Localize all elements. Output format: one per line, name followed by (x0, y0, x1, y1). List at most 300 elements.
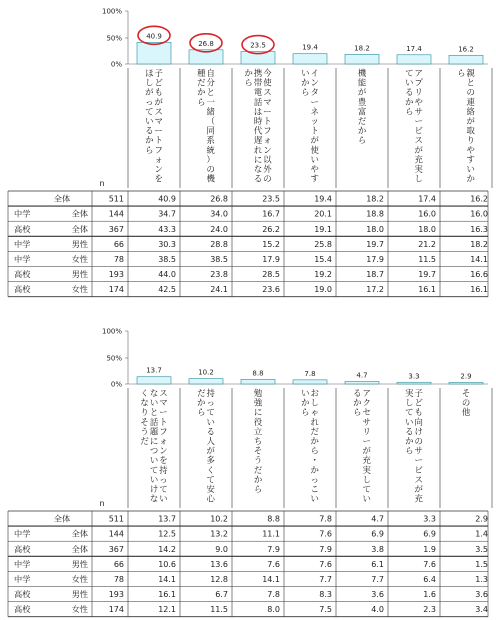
row-n: 367 (108, 224, 124, 234)
category-char: 人 (206, 436, 215, 446)
category-char: 他 (461, 407, 471, 418)
table-cell: 6.9 (423, 529, 436, 539)
bar (345, 382, 379, 384)
category-char: 実 (362, 464, 371, 475)
row-sub-label: 全体 (71, 208, 88, 219)
category-char: 充 (414, 493, 423, 504)
category-char: い (466, 164, 475, 174)
category-char: 機 (357, 68, 367, 78)
category-char: 自 (206, 68, 215, 78)
row-sub-label: 男性 (71, 238, 88, 249)
category-char: て (206, 474, 215, 485)
category-char: マ (154, 116, 163, 126)
n-header: n (99, 499, 105, 508)
category-label (457, 68, 475, 184)
category-char: い (310, 154, 319, 165)
category-char: い (405, 416, 414, 427)
table-cell: 1.4 (475, 529, 488, 539)
category-char: だ (197, 77, 206, 88)
table-cell: 11.5 (418, 254, 436, 264)
table-cell: 4.7 (371, 514, 384, 524)
table-cell: 7.6 (319, 559, 332, 569)
category-char: り (466, 135, 475, 146)
table-cell: 10.2 (210, 514, 228, 524)
category-char: サ (362, 416, 371, 427)
category-char: だ (140, 436, 149, 446)
category-char: に (253, 154, 263, 165)
table-cell: 6.1 (371, 559, 384, 569)
category-char: け (414, 426, 423, 437)
category-char: な (149, 388, 159, 398)
table-cell: 10.6 (158, 559, 176, 569)
y-tick-label: 50% (106, 34, 122, 43)
category-char: 勉 (253, 388, 263, 398)
category-char: だ (197, 388, 206, 398)
table-cell: 7.6 (319, 529, 332, 539)
category-char: し (414, 173, 423, 184)
category-char: ち (253, 436, 263, 446)
data-label: 40.9 (146, 32, 162, 41)
category-char: が (357, 87, 367, 98)
table-cell: 16.3 (470, 224, 488, 234)
table-cell: 14.1 (262, 574, 280, 584)
row-n: 174 (108, 285, 124, 295)
category-char: と (466, 77, 475, 88)
category-char: が (466, 116, 475, 126)
row-group-label: 中学 (14, 238, 31, 249)
category-char: か (405, 436, 414, 446)
category-char: ほ (145, 68, 154, 78)
bar (397, 55, 431, 64)
category-char: が (154, 96, 163, 107)
category-char: 豊 (357, 96, 367, 107)
row-group-label: 高校 (14, 543, 31, 554)
category-char: す (310, 173, 319, 184)
category-char: 代 (253, 125, 263, 136)
category-char: ら (197, 407, 206, 418)
category-char: て (145, 106, 154, 117)
table-cell: 3.3 (423, 514, 436, 524)
category-char: か (310, 464, 319, 475)
category-char: ビ (414, 125, 423, 136)
category-char: ゃ (310, 407, 319, 418)
row-sub-label: 女性 (71, 284, 88, 295)
category-char: ら (301, 87, 310, 98)
category-char: い (149, 474, 159, 485)
category-char: ス (414, 135, 423, 146)
category-char: そ (253, 445, 263, 456)
category-char: て (405, 407, 414, 418)
table-cell: 18.7 (366, 270, 384, 280)
table-cell: 14.1 (158, 574, 176, 584)
bar (241, 379, 275, 384)
category-char: 外 (263, 164, 272, 174)
table-cell: 25.8 (314, 239, 332, 249)
category-char: か (197, 87, 206, 98)
table-cell: 8.3 (319, 590, 332, 600)
category-char: 持 (159, 464, 168, 475)
category-char: る (405, 426, 414, 437)
category-char: い (405, 77, 414, 88)
category-char: が (206, 445, 215, 456)
row-n: 511 (108, 194, 124, 204)
category-label (462, 388, 471, 417)
category-char: ビ (414, 464, 423, 475)
category-char: マ (263, 96, 272, 107)
row-sub-label: 全体 (71, 528, 88, 539)
table-cell: 24.0 (210, 224, 228, 234)
table-cell: 1.9 (423, 544, 436, 554)
category-char: 連 (466, 96, 475, 107)
category-char: か (353, 397, 362, 408)
category-char: セ (362, 407, 371, 418)
table-cell: 11.1 (262, 529, 280, 539)
category-label (140, 388, 168, 504)
category-char: か (301, 77, 310, 88)
table-cell: 44.0 (158, 270, 176, 280)
category-char: ー (362, 436, 371, 446)
category-char: 機 (206, 173, 215, 184)
table-cell: 13.2 (210, 529, 228, 539)
category-char: 題 (149, 426, 159, 437)
category-char: る (253, 173, 263, 184)
row-group-label: 中学 (14, 573, 31, 584)
category-char: 使 (263, 77, 272, 88)
category-label (358, 68, 367, 145)
category-char: 同 (206, 125, 215, 136)
category-char: う (253, 455, 263, 466)
table-cell: 8.8 (267, 514, 280, 524)
category-char: に (149, 436, 159, 446)
category-char: の (461, 397, 471, 408)
category-char: か (405, 96, 414, 107)
category-char: ら (253, 484, 263, 494)
row-group-label: 高校 (14, 589, 31, 600)
row-sub-label: 女性 (71, 253, 88, 264)
category-char: と (206, 87, 215, 98)
category-char: や (466, 144, 475, 155)
category-char: し (145, 77, 154, 88)
table-cell: 19.7 (366, 239, 384, 249)
table-cell: 1.5 (475, 559, 488, 569)
category-char: ッ (310, 116, 319, 126)
category-char: い (206, 416, 215, 427)
table-cell: 4.0 (371, 605, 384, 615)
category-char: て (159, 484, 168, 494)
category-char: ・ (310, 455, 319, 466)
category-char: イ (310, 68, 319, 78)
category-char: ら (197, 96, 206, 107)
category-char: ネ (310, 106, 319, 117)
category-char: れ (253, 144, 263, 155)
category-char: く (140, 388, 149, 398)
category-char: だ (357, 116, 367, 126)
category-char: っ (310, 474, 319, 485)
category-char: ら (357, 135, 367, 146)
row-n: 193 (108, 590, 124, 600)
bar (189, 379, 223, 384)
category-char: れ (310, 416, 319, 427)
data-label: 17.4 (406, 44, 422, 53)
category-char: 立 (253, 426, 263, 437)
category-char: 向 (414, 416, 423, 427)
data-label: 10.2 (198, 368, 214, 377)
bar (449, 382, 483, 384)
bar (293, 380, 327, 384)
row-group-label: 中学 (14, 208, 31, 219)
table-cell: 7.6 (267, 559, 280, 569)
data-label: 19.4 (302, 43, 318, 52)
category-char: 緒 (206, 106, 215, 117)
row-group-label: 高校 (14, 223, 31, 234)
row-sub-label: 男性 (71, 269, 88, 280)
data-label: 4.7 (356, 371, 368, 380)
table-cell: 42.5 (158, 285, 176, 295)
table-cell: 30.3 (158, 239, 176, 249)
category-char: ン (263, 144, 272, 155)
row-sub-label: 男性 (71, 558, 88, 569)
category-label (197, 388, 215, 504)
table-cell: 16.1 (470, 285, 488, 295)
category-char: ス (154, 106, 163, 117)
table-cell: 28.8 (210, 239, 228, 249)
table-cell: 7.6 (423, 559, 436, 569)
row-n: 66 (113, 239, 124, 249)
category-label (244, 68, 272, 184)
category-char: ト (159, 416, 168, 427)
row-label: 全体 (53, 513, 71, 524)
category-char: が (310, 135, 319, 146)
category-char: 心 (206, 493, 215, 504)
row-sub-label: 全体 (71, 223, 88, 234)
table-cell: 13.7 (158, 514, 176, 524)
category-char: も (154, 87, 163, 98)
category-char: と (149, 407, 159, 418)
table-cell: 1.6 (423, 590, 436, 600)
table-cell: 3.8 (371, 544, 384, 554)
category-char: お (310, 388, 319, 398)
category-char: ス (263, 87, 272, 98)
table-cell: 16.0 (418, 209, 436, 219)
category-char: ォ (159, 436, 168, 446)
category-char: の (263, 173, 272, 184)
table-cell: 43.3 (158, 224, 176, 234)
y-tick-label: 0% (110, 60, 122, 69)
table-cell: 14.2 (158, 544, 176, 554)
data-label: 16.2 (458, 45, 474, 54)
table-cell: 3.5 (475, 544, 488, 554)
category-char: 今 (263, 68, 272, 78)
bar (449, 55, 483, 64)
category-char: い (149, 455, 159, 466)
category-char: が (145, 87, 154, 98)
category-char: ス (414, 474, 423, 485)
category-char: な (140, 397, 149, 408)
row-n: 193 (108, 270, 124, 280)
table-cell: 6.7 (215, 590, 228, 600)
category-label (353, 388, 371, 504)
category-char: ー (263, 106, 272, 117)
table-cell: 17.9 (262, 254, 280, 264)
category-char: そ (461, 388, 471, 398)
category-char: マ (159, 397, 168, 408)
category-char: 子 (414, 388, 423, 398)
table-cell: 7.7 (319, 574, 332, 584)
category-char: を (159, 455, 168, 466)
y-tick-label: 100% (101, 7, 122, 16)
table-cell: 18.0 (366, 224, 384, 234)
chart-bottom (0, 320, 496, 620)
category-char: ー (310, 96, 319, 107)
category-char: や (414, 96, 423, 107)
data-label: 13.7 (146, 366, 162, 375)
category-char: も (414, 407, 423, 418)
category-char: し (362, 474, 371, 485)
table-cell: 17.2 (366, 285, 384, 295)
table-cell: 12.5 (158, 529, 176, 539)
table-cell: 16.7 (262, 209, 280, 219)
category-char: ン (154, 164, 163, 174)
category-char: ク (362, 397, 371, 408)
table-cell: 18.8 (366, 209, 384, 219)
category-char: ら (244, 77, 253, 88)
category-char: 役 (253, 416, 263, 427)
bar (293, 54, 327, 64)
category-char: か (357, 125, 367, 136)
category-char: ト (310, 125, 319, 136)
table-cell: 12.1 (158, 605, 176, 615)
category-char: て (405, 68, 414, 78)
row-group-label: 中学 (14, 558, 31, 569)
category-char: な (149, 493, 159, 504)
category-char: ら (353, 407, 362, 418)
table-cell: 34.0 (210, 209, 228, 219)
table-cell: 16.1 (158, 590, 176, 600)
category-char: に (253, 407, 263, 418)
category-char: て (149, 464, 159, 475)
category-char: ォ (263, 135, 272, 146)
category-char: 実 (405, 388, 414, 398)
table-cell: 2.9 (475, 514, 488, 524)
row-n: 78 (113, 574, 124, 584)
category-char: い (145, 116, 154, 126)
table-cell: 8.0 (267, 605, 280, 615)
category-char: 話 (149, 416, 159, 427)
category-label (145, 68, 163, 184)
row-group-label: 中学 (14, 528, 31, 539)
table-cell: 6.4 (423, 574, 436, 584)
category-char: て (206, 407, 215, 418)
category-char: い (159, 493, 168, 504)
row-group-label: 高校 (14, 604, 31, 615)
category-char: そ (140, 416, 149, 427)
category-char: ン (310, 77, 319, 88)
n-header: n (99, 179, 105, 188)
category-label (197, 68, 215, 184)
table-cell: 17.4 (418, 194, 436, 204)
category-char: ら (301, 407, 310, 418)
table-cell: 16.0 (470, 209, 488, 219)
category-char: 種 (197, 68, 206, 78)
category-char: フ (263, 125, 272, 136)
category-char: ら (405, 445, 414, 456)
table-cell: 9.0 (215, 544, 228, 554)
table-cell: 23.5 (262, 194, 280, 204)
category-char: な (253, 164, 263, 174)
row-sub-label: 女性 (71, 573, 88, 584)
bar (137, 377, 171, 384)
table-cell: 11.5 (210, 605, 228, 615)
category-char: 子 (154, 68, 163, 78)
category-char: か (310, 436, 319, 446)
bar (345, 54, 379, 64)
table-cell: 20.1 (314, 209, 332, 219)
category-char: ら (145, 144, 154, 155)
table-cell: 19.2 (314, 270, 332, 280)
table-cell: 23.6 (262, 285, 280, 295)
category-char: ア (362, 388, 371, 398)
category-char: 遅 (253, 135, 263, 146)
table-cell: 19.4 (314, 194, 332, 204)
table-cell: 23.8 (210, 270, 228, 280)
table-cell: 19.0 (314, 285, 332, 295)
table-cell: 40.9 (158, 194, 176, 204)
category-char: い (301, 68, 310, 78)
data-label: 2.9 (460, 372, 472, 381)
category-char: り (140, 407, 149, 418)
table-cell: 7.9 (267, 544, 280, 554)
row-n: 174 (108, 605, 124, 615)
category-char: の (414, 436, 423, 446)
table-cell: 24.1 (210, 285, 228, 295)
row-n: 144 (108, 209, 124, 219)
category-char: （ (206, 116, 215, 126)
y-tick-label: 100% (101, 327, 122, 336)
category-char: 系 (206, 135, 215, 146)
table-cell: 3.4 (475, 605, 488, 615)
category-label (254, 388, 263, 494)
row-n: 367 (108, 544, 124, 554)
table-cell: 2.3 (423, 605, 436, 615)
table-cell: 18.0 (418, 224, 436, 234)
category-label (405, 68, 423, 184)
category-char: ら (405, 106, 414, 117)
bar (137, 42, 171, 64)
category-char: ら (457, 68, 466, 78)
table-cell: 16.2 (470, 194, 488, 204)
row-group-label: 中学 (14, 253, 31, 264)
table-cell: 12.8 (210, 574, 228, 584)
category-char: リ (362, 426, 371, 437)
category-char: 帯 (253, 77, 263, 88)
category-char: は (253, 106, 263, 117)
category-char: ら (310, 445, 319, 456)
table-cell: 18.2 (470, 239, 488, 249)
category-char: す (466, 154, 475, 165)
category-char: が (414, 484, 423, 494)
chart-top (0, 0, 496, 300)
category-char: ア (414, 68, 423, 78)
category-char: う (140, 426, 149, 437)
category-char: し (405, 397, 414, 408)
category-char: 富 (357, 106, 367, 117)
category-char: く (206, 464, 215, 475)
category-char: プ (414, 77, 423, 88)
category-char: つ (149, 445, 159, 456)
table-cell: 3.6 (475, 590, 488, 600)
category-char: っ (159, 474, 168, 485)
category-char: フ (159, 426, 168, 437)
